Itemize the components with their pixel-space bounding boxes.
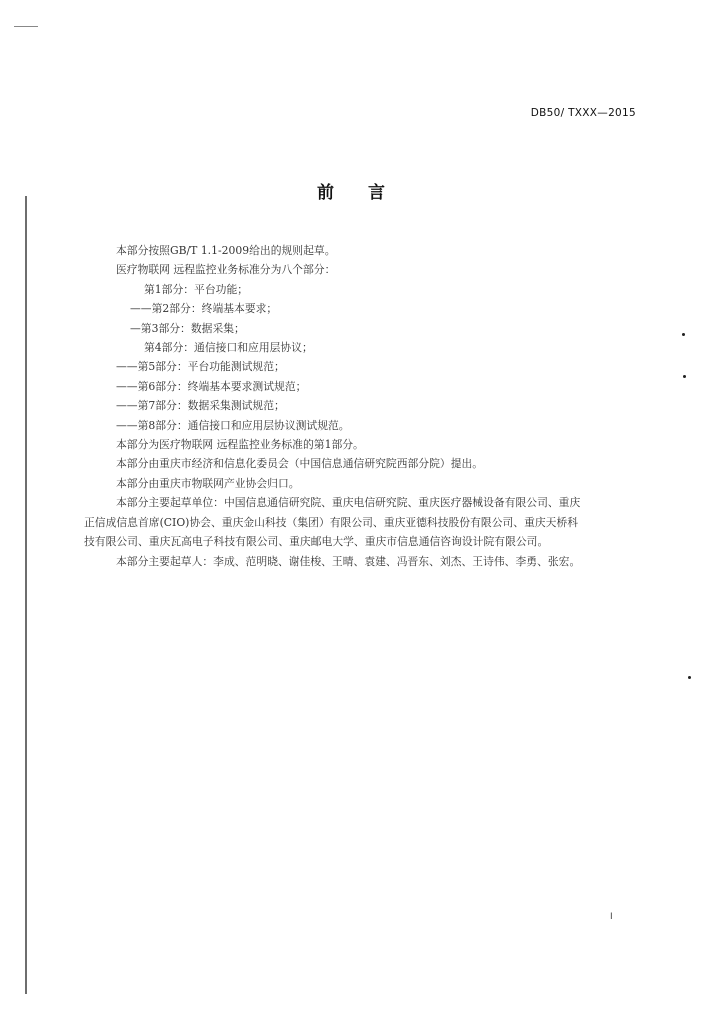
- list-item: —第3部分：数据采集；: [130, 321, 245, 335]
- text-line: 正信成信息首席(CIO)协会、重庆金山科技（集团）有限公司、重庆亚德科技股份有限公司、重庆天桥科: [84, 515, 579, 529]
- speck: [683, 375, 686, 378]
- text-line: 本部分为医疗物联网 远程监控业务标准的第1部分。: [116, 438, 364, 452]
- speck: [682, 333, 685, 336]
- page-number: I: [610, 912, 613, 922]
- list-item: ——第2部分：终端基本要求；: [130, 302, 278, 316]
- text-line: 本部分由重庆市经济和信息化委员会（中国信息通信研究院西部分院）提出。: [116, 457, 484, 471]
- page-title: 前言: [317, 183, 419, 203]
- list-item: ——第5部分：平台功能测试规范；: [116, 360, 285, 374]
- list-item: ——第7部分：数据采集测试规范；: [116, 399, 285, 413]
- scan-mark: [14, 26, 38, 27]
- document-code: DB50/ TXXX—2015: [530, 107, 636, 119]
- text-line: 本部分主要起草人：李成、范明晓、谢佳梭、王晴、袁建、冯晋东、刘杰、王诗伟、李勇、张宏。: [116, 554, 581, 568]
- speck: [688, 676, 691, 679]
- list-item: ——第8部分：通信接口和应用层协议测试规范。: [116, 418, 350, 432]
- binding-line: [25, 196, 27, 994]
- text-line: 技有限公司、重庆瓦高电子科技有限公司、重庆邮电大学、重庆市信息通信咨询设计院有限公司。: [84, 535, 549, 549]
- text-line: 本部分按照GB/T 1.1-2009给出的规则起草。: [116, 244, 336, 257]
- list-item: 第4部分：通信接口和应用层协议；: [144, 341, 313, 355]
- text-line: 本部分由重庆市物联网产业协会归口。: [116, 476, 300, 490]
- foreword-body: [84, 241, 644, 571]
- text-line: 医疗物联网 远程监控业务标准分为八个部分：: [116, 263, 336, 277]
- list-item: ——第6部分：终端基本要求测试规范；: [116, 379, 307, 393]
- list-item: 第1部分：平台功能；: [144, 282, 249, 296]
- text-line: 本部分主要起草单位：中国信息通信研究院、重庆电信研究院、重庆医疗器械设备有限公司、重庆: [116, 496, 581, 510]
